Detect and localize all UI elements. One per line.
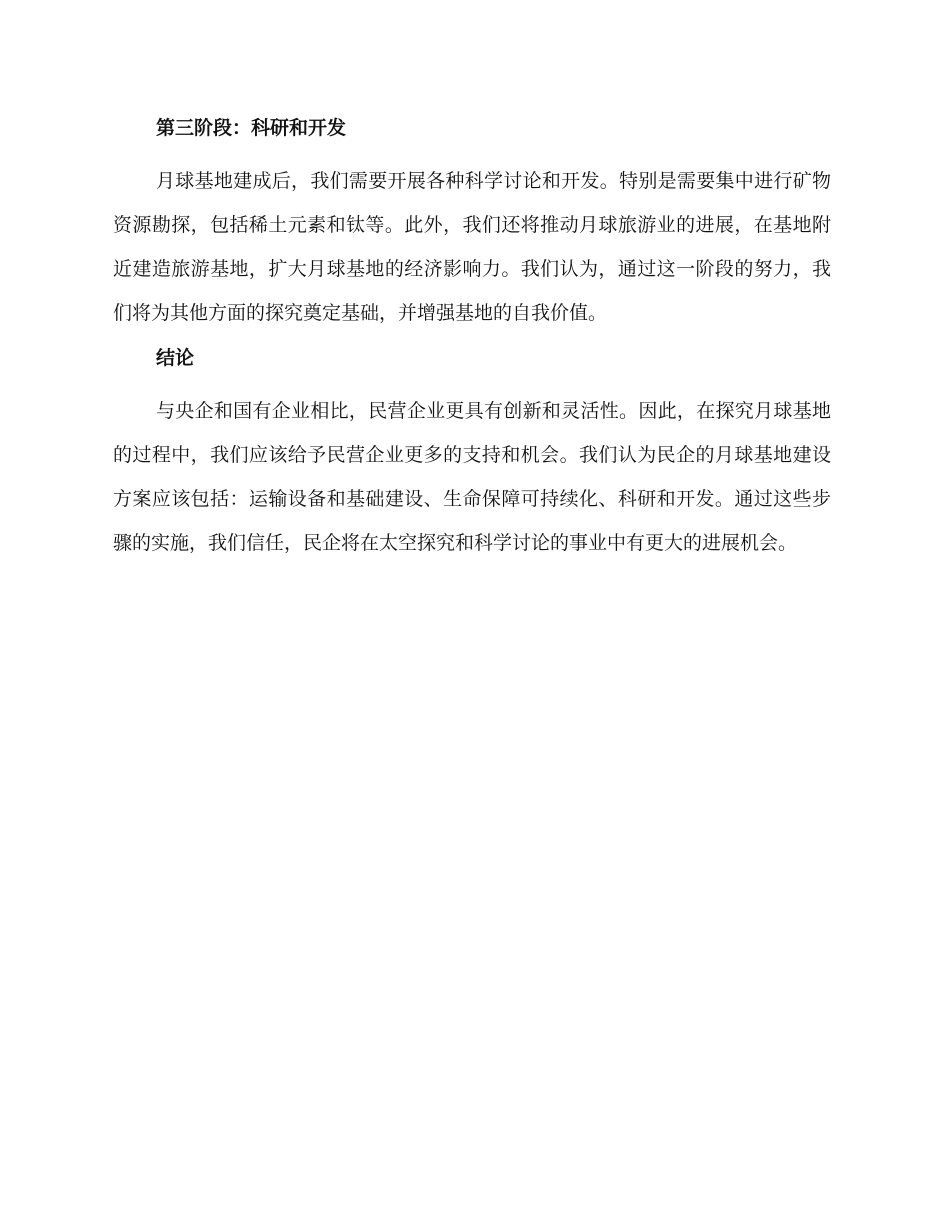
document-body [113,110,831,565]
section-heading-conclusion: 结论 [156,347,195,369]
spacer [113,376,831,389]
section-heading-phase-three: 第三阶段：科研和开发 [156,117,347,139]
section-paragraph-phase-three: 月球基地建成后，我们需要开展各种科学讨论和开发。特别是需要集中进行矿物资源勘探，包括稀土元素和钛等。此外，我们还将推动月球旅游业的进展，在基地附近建造旅游基地，扩大月球基地的经济影响力。我们认为，通过这一阶段的努力，我们将为其他方面的探究奠定基础，并增强基地的自我价值。 [113,170,831,324]
spacer [113,146,831,159]
section-paragraph-conclusion: 与央企和国有企业相比，民营企业更具有创新和灵活性。因此，在探究月球基地的过程中，我们应该给予民营企业更多的支持和机会。我们认为民企的月球基地建设方案应该包括：运输设备和基础建设、生命保障可持续化、科研和开发。通过这些步骤的实施，我们信任，民企将在太空探究和科学讨论的事业中有更大的进展机会。 [113,400,831,554]
